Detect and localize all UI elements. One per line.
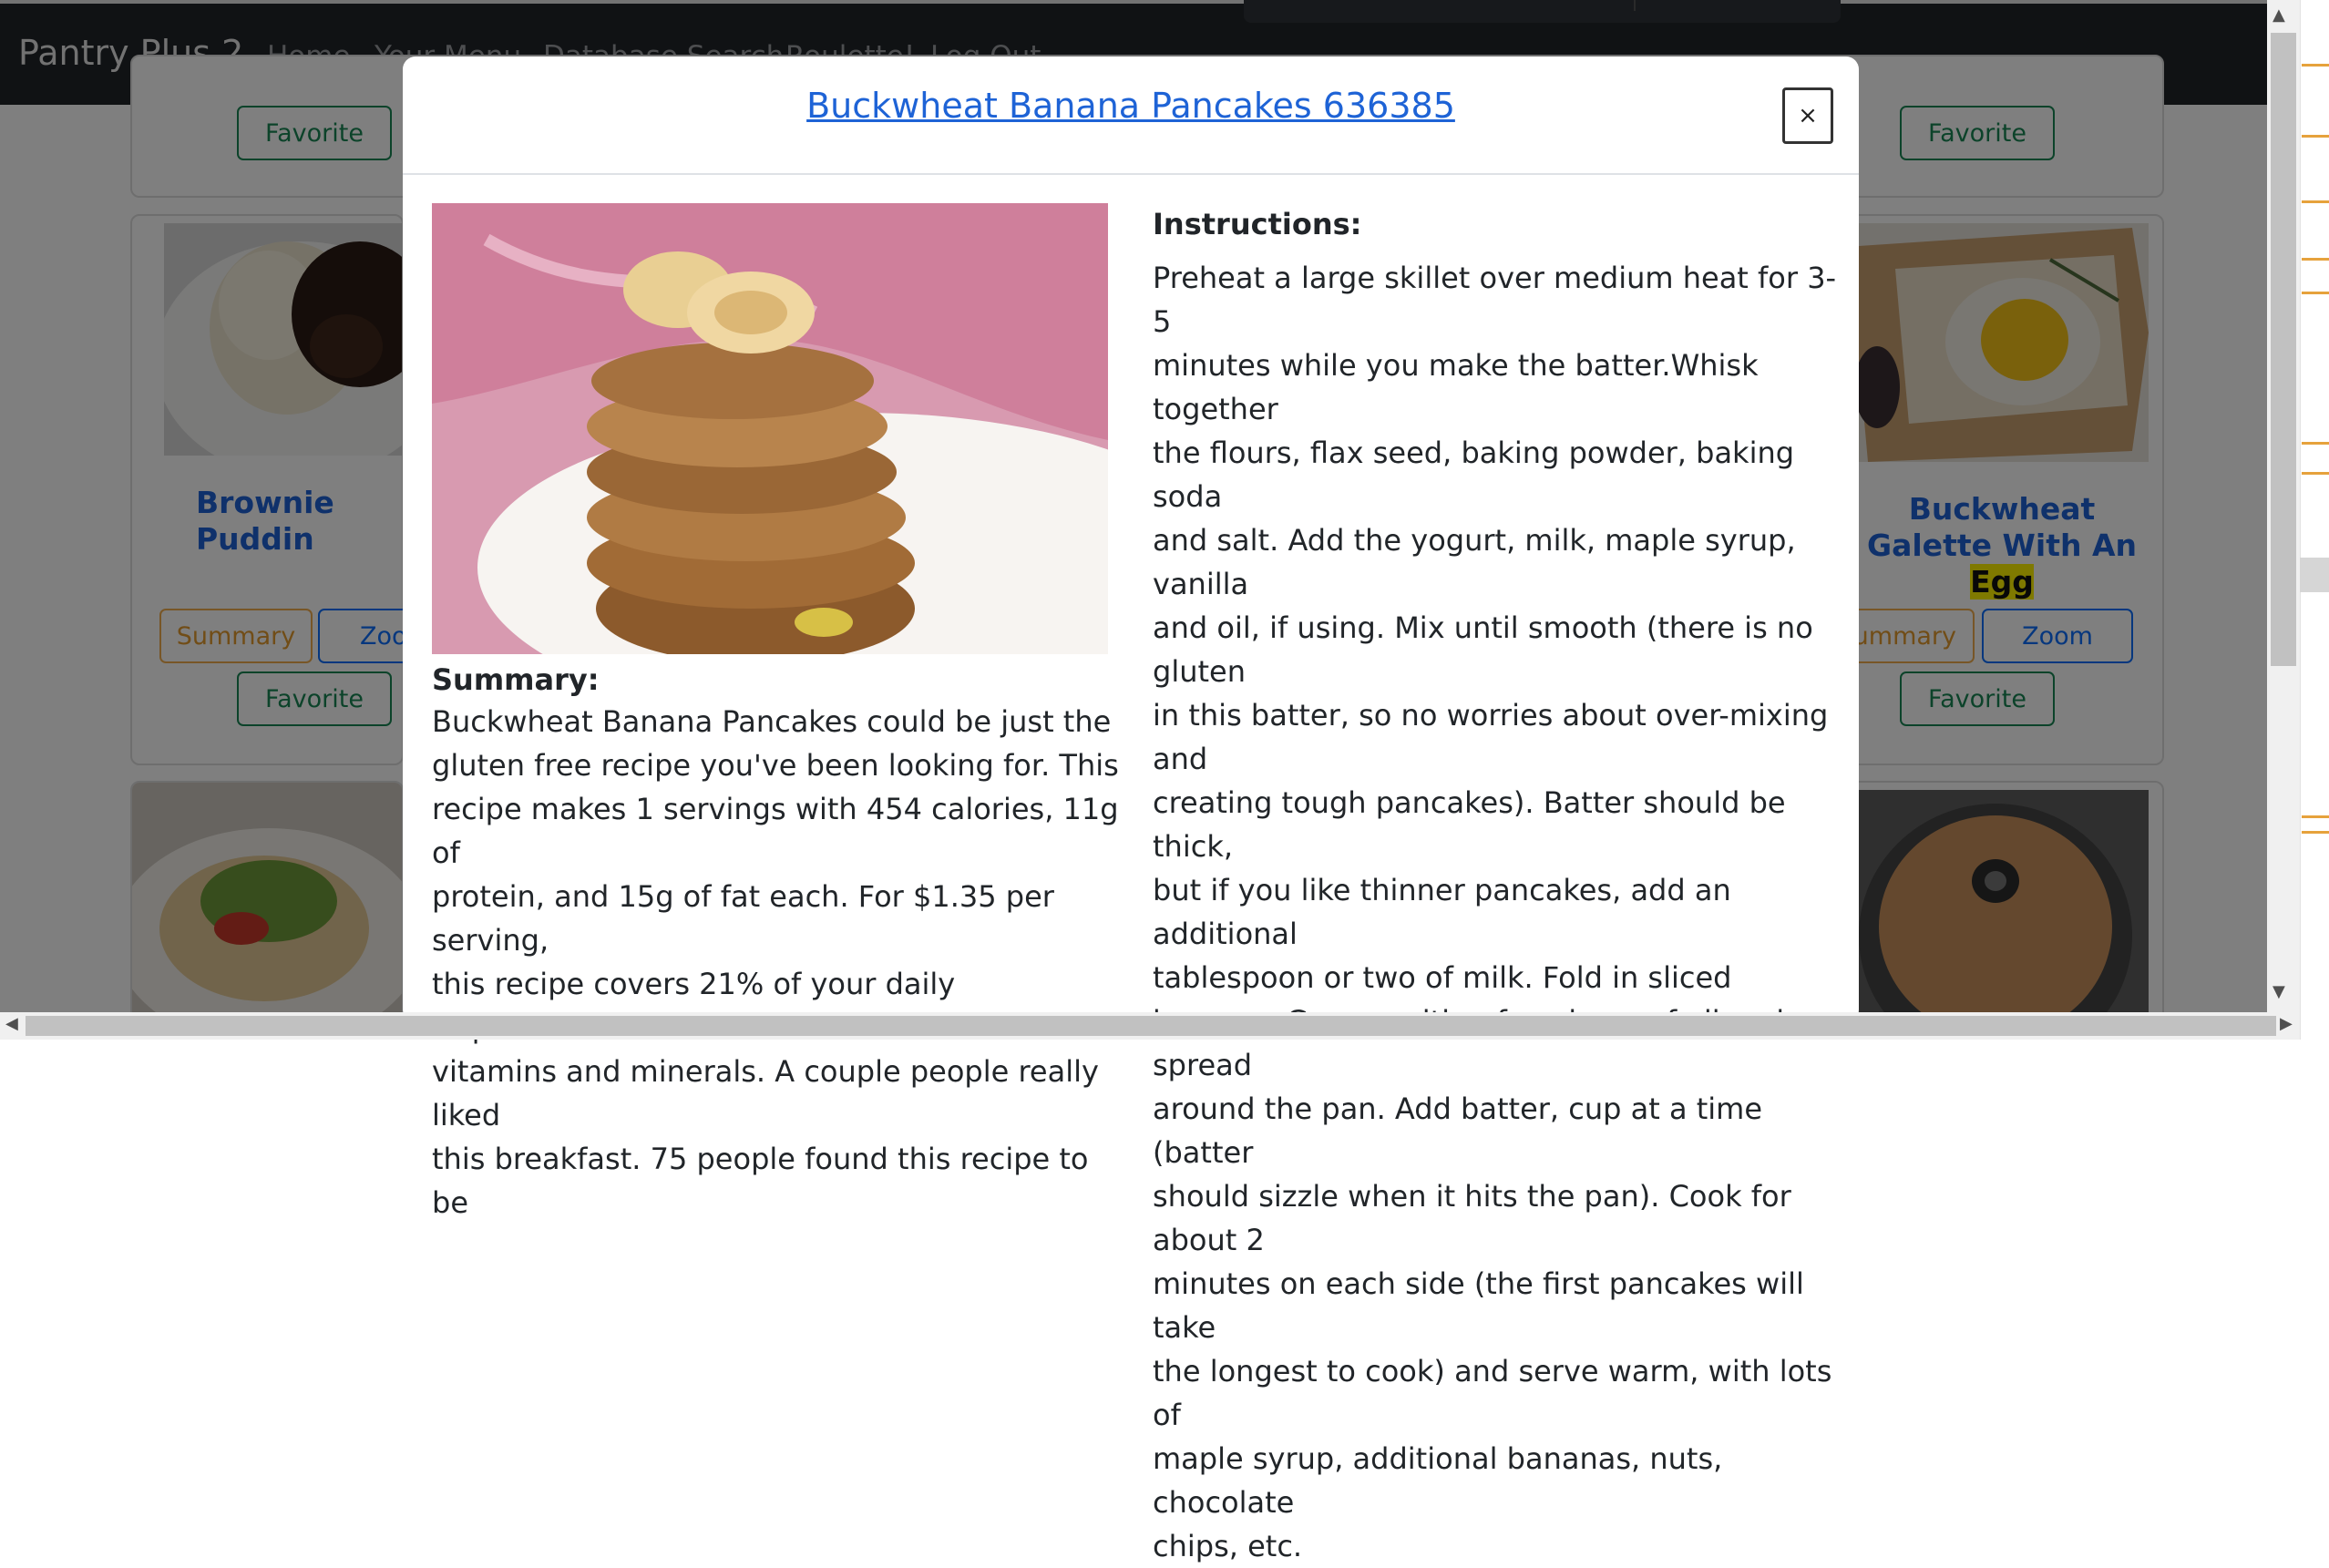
instructions-line: minutes on each side (the first pancakes will take [1153,1266,1804,1345]
summary-line: this recipe covers 21% of your daily [432,967,956,1001]
instructions-line: the flours, flax seed, baking powder, baking soda [1153,436,1795,514]
modal-header [403,56,1859,175]
summary-line: protein, and 15g of fat each. For $1.35 per serving, [432,879,1054,958]
scroll-up-arrow-icon[interactable]: ▲ [2273,5,2285,25]
summary-label: Summary: [432,662,600,697]
scroll-down-arrow-icon[interactable]: ▼ [2273,982,2285,1001]
summary-line: recipe makes 1 servings with 454 calories, 11g of [432,792,1119,870]
instructions-line: around the pan. Add batter, cup at a time (batter [1153,1091,1763,1170]
minimap-marker [2302,200,2329,203]
horizontal-scrollbar-thumb[interactable] [26,1016,2276,1036]
scroll-right-arrow-icon[interactable]: ▶ [2280,1014,2293,1033]
scroll-minimap[interactable] [2300,0,2329,1040]
instructions-line: Preheat a large skillet over medium heat for 3-5 [1153,261,1837,339]
minimap-viewport[interactable] [2300,558,2329,592]
close-icon: × [1798,102,1818,129]
instructions-line: the longest to cook) and serve warm, with lots of [1153,1354,1832,1432]
instructions-line: creating tough pancakes). Batter should be thick, [1153,785,1786,864]
minimap-marker [2302,135,2329,138]
minimap-marker [2302,292,2329,294]
vertical-scrollbar-thumb[interactable] [2271,33,2296,666]
instructions-label: Instructions: [1153,207,1362,241]
minimap-marker [2302,442,2329,445]
instructions-line: minutes while you make the batter.Whisk together [1153,348,1759,426]
recipe-modal [403,56,1859,1563]
minimap-marker [2302,472,2329,475]
summary-text [432,700,1124,1225]
instructions-line: in this batter, so no worries about over-mixing and [1153,698,1829,776]
summary-line: vitamins and minerals. A couple people really liked [432,1054,1099,1132]
instructions-line: and salt. Add the yogurt, milk, maple syrup, vanilla [1153,523,1796,601]
instructions-line: spread [1153,1048,1253,1082]
minimap-marker [2302,258,2329,261]
scroll-left-arrow-icon[interactable]: ◀ [5,1014,18,1033]
summary-line: Buckwheat Banana Pancakes could be just the [432,704,1112,739]
minimap-marker [2302,64,2329,67]
instructions-text [1153,256,1845,1568]
summary-line: gluten free recipe you've been looking for. This [432,748,1119,783]
instructions-line: and oil, if using. Mix until smooth (there is no gluten [1153,610,1813,689]
minimap-marker [2302,831,2329,834]
instructions-line: should sizzle when it hits the pan). Cook for about 2 [1153,1179,1791,1257]
instructions-line: but if you like thinner pancakes, add an additional [1153,873,1731,951]
instructions-line: maple syrup, additional bananas, nuts, chocolate [1153,1441,1723,1520]
instructions-line: chips, etc. [1153,1529,1303,1563]
summary-line: this breakfast. 75 people found this recipe to be [432,1142,1089,1220]
close-button[interactable] [1782,87,1833,144]
modal-title-link[interactable]: Buckwheat Banana Pancakes 636385 [806,86,1455,126]
recipe-image [432,203,1108,654]
instructions-line: tablespoon or two of milk. Fold in sliced [1153,960,1732,995]
minimap-marker [2302,815,2329,818]
